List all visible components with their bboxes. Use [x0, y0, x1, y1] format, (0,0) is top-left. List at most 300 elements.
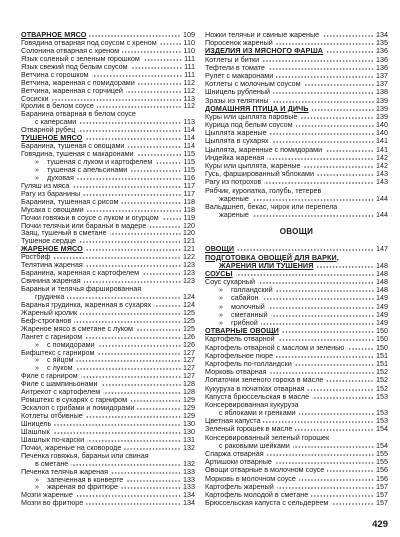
- dot-leader: [307, 389, 374, 391]
- entry-page-number: 147: [376, 244, 388, 254]
- dot-leader: [262, 60, 374, 62]
- entry-page-number: 139: [376, 95, 388, 105]
- dot-leader: [304, 84, 374, 86]
- dot-leader: [79, 241, 181, 243]
- entry-title: с помидорами: [47, 339, 95, 349]
- dot-leader: [85, 337, 181, 339]
- dot-leader: [126, 480, 181, 482]
- entry-title: Брюссельская капуста с сельдереем: [205, 498, 329, 508]
- dot-leader: [272, 101, 374, 103]
- entry-title: Говядина отварная под соусом с хреном: [21, 37, 157, 47]
- entry-page-number: 136: [376, 54, 388, 64]
- entry-title: Мозги во фритюре: [21, 498, 84, 508]
- entry-title: Лопаточки зеленого гороха в масле: [205, 375, 324, 385]
- entry-page-number: 156: [376, 465, 388, 475]
- dot-leader: [271, 315, 374, 317]
- entry-page-number: 110: [183, 37, 195, 47]
- index-entry: [205, 187, 388, 203]
- dot-leader: [137, 154, 182, 156]
- entry-page-number: 134: [183, 498, 195, 508]
- entry-title: грудинка: [35, 291, 65, 301]
- entry-page-number: 140: [376, 120, 388, 130]
- ditto-mark: »: [219, 309, 223, 319]
- index-entry: [21, 285, 195, 301]
- entry-title: Солонина отварная с хреном: [21, 45, 120, 55]
- entry-title: Вальдшнеп, бекас, чирок или перепела: [205, 201, 338, 211]
- dot-leader: [347, 348, 374, 350]
- dot-leader: [77, 178, 182, 180]
- entry-page-number: 109: [183, 30, 195, 39]
- dot-leader: [130, 400, 181, 402]
- dot-leader: [103, 392, 181, 394]
- ditto-mark: »: [219, 285, 223, 295]
- dot-leader: [258, 282, 374, 284]
- entry-page-number: 152: [376, 367, 388, 377]
- section-title: ОВОЩИ: [205, 244, 235, 254]
- entry-title: Печенка телячья жареная: [21, 466, 109, 476]
- entry-page-number: 117: [183, 180, 195, 190]
- entry-page-number: 112: [183, 77, 195, 87]
- entry-page-number: 122: [183, 252, 195, 262]
- dot-leader: [85, 138, 181, 140]
- dot-leader: [312, 397, 374, 399]
- dot-leader: [76, 360, 181, 362]
- entry-page-number: 127: [183, 355, 195, 365]
- entry-title: с яйцом: [47, 355, 74, 365]
- entry-title: Шницель: [21, 418, 52, 428]
- entry-title: Цыплята в сухарях: [205, 136, 269, 146]
- entry-page-number: 135: [376, 38, 388, 48]
- index-entry: [205, 434, 388, 450]
- entry-title: Картофельное пюре: [205, 350, 274, 360]
- entry-page-number: 152: [376, 383, 388, 393]
- entry-page-number: 127: [183, 363, 195, 373]
- entry-page-number: 128: [183, 379, 195, 389]
- dot-leader: [275, 462, 374, 464]
- entry-page-number: 133: [183, 482, 195, 492]
- dot-leader: [278, 339, 374, 341]
- entry-title: тушеная с луком и картофелем: [47, 157, 153, 166]
- entry-page-number: 128: [183, 387, 195, 397]
- ditto-mark: »: [35, 172, 39, 182]
- entry-page-number: 124: [183, 291, 195, 301]
- entry-title: Баранья грудинка, жаренная в сухарях: [21, 299, 152, 309]
- entry-page-number: 137: [376, 70, 388, 80]
- dot-leader: [67, 297, 181, 299]
- dot-leader: [296, 125, 374, 127]
- ditto-mark: »: [35, 363, 39, 373]
- dot-leader: [276, 290, 374, 292]
- index-column-left: [21, 31, 195, 507]
- entry-page-number: 152: [376, 375, 388, 385]
- entry-title: Почки телячьи или бараньи в мадере: [21, 220, 147, 230]
- entry-page-number: 124: [183, 299, 195, 309]
- dot-leader: [142, 273, 181, 275]
- entry-page-number: 115: [183, 157, 195, 166]
- dot-leader: [97, 353, 181, 355]
- ditto-mark: »: [219, 318, 223, 327]
- dot-leader: [264, 182, 374, 184]
- section-title: ТУШЕНОЕ МЯСО: [21, 133, 83, 143]
- entry-title: Артишоки отварные: [205, 457, 272, 467]
- dot-leader: [252, 215, 374, 217]
- entry-page-number: 115: [183, 149, 195, 159]
- ditto-mark: »: [35, 474, 39, 484]
- entry-title: жареные: [219, 193, 249, 203]
- dot-leader: [111, 472, 181, 474]
- section-title: ОТВАРНОЕ МЯСО: [21, 30, 87, 39]
- entry-title: Жареное мясо в сметане с луком: [21, 323, 133, 333]
- entry-line: [205, 499, 388, 507]
- entry-page-number: 144: [376, 193, 388, 203]
- entry-page-number: 155: [376, 449, 388, 458]
- entry-title: с раковыми шейками: [219, 440, 290, 450]
- dot-leader: [276, 356, 374, 358]
- entry-page-number: 148: [376, 277, 388, 287]
- entry-page-number: 143: [376, 177, 388, 187]
- entry-title: Картофель по-голландски: [205, 358, 292, 368]
- entry-page-number: 115: [183, 164, 195, 174]
- entry-title: Эскалоп с грибами и помидорами: [21, 403, 135, 413]
- entry-title: Капуста брюссельская в масле: [205, 391, 310, 401]
- dot-leader: [136, 329, 181, 331]
- entry-page-number: 137: [376, 79, 388, 89]
- dot-leader: [270, 372, 374, 374]
- entry-page-number: 114: [183, 133, 195, 143]
- entry-title: Консервированная кукуруза: [205, 399, 299, 409]
- entry-page-number: 133: [183, 474, 195, 484]
- entry-page-number: 123: [183, 276, 195, 286]
- entry-title: Ромштекс в сухарях с гарниром: [21, 395, 128, 405]
- entry-title: молочный: [231, 301, 265, 311]
- dot-leader: [322, 35, 374, 37]
- ditto-mark: »: [35, 339, 39, 349]
- entry-page-number: 157: [376, 489, 388, 499]
- entry-title: Картофель отварной: [205, 334, 275, 344]
- entry-title: Почки говяжьи в соусе с луком и огурцом: [21, 212, 159, 222]
- entry-page-number: 120: [183, 228, 195, 238]
- entry-title: Соус сухарный: [205, 277, 256, 287]
- dot-leader: [326, 380, 374, 382]
- entry-title: Цыплята, жаренные с помидорами: [205, 144, 323, 154]
- dot-leader: [86, 416, 181, 418]
- entry-title: Заяц, тушеный в сметане: [21, 228, 107, 238]
- entry-page-number: 110: [183, 45, 195, 55]
- entry-page-number: 153: [376, 391, 388, 401]
- entry-page-number: 141: [376, 144, 388, 154]
- dot-leader: [312, 109, 374, 111]
- dot-leader: [327, 470, 374, 472]
- entry-page-number: 125: [183, 323, 195, 333]
- entry-page-number: 119: [183, 212, 195, 222]
- dot-leader: [276, 76, 374, 78]
- dot-leader: [303, 166, 374, 168]
- entry-page-number: 120: [183, 220, 195, 230]
- dot-leader: [326, 51, 374, 53]
- entry-title: Бараньи и телячья фаршированная: [21, 284, 142, 293]
- dot-leader: [80, 313, 181, 315]
- entry-title: Куры или цыплята паровые: [205, 111, 298, 121]
- dot-leader: [89, 35, 181, 37]
- entry-page-number: 134: [183, 490, 195, 500]
- entry-page-number: 111: [184, 53, 195, 63]
- entry-title: Тушеное сердце: [21, 236, 76, 246]
- entry-page-number: 153: [376, 408, 388, 418]
- entry-page-number: 130: [183, 426, 195, 436]
- entry-title: жареные: [219, 210, 249, 220]
- entry-title: духовая: [47, 172, 74, 182]
- dot-leader: [252, 199, 374, 201]
- ditto-mark: »: [35, 355, 39, 365]
- dot-leader: [124, 448, 181, 450]
- page-number: 429: [372, 519, 388, 530]
- entry-title: Филе с шампиньонами: [21, 379, 98, 389]
- entry-title: Котлеты отбивные: [21, 411, 83, 420]
- dot-leader: [71, 464, 181, 466]
- dot-leader: [81, 376, 181, 378]
- entry-title: Гуляш из мяса: [21, 180, 70, 190]
- dot-leader: [78, 130, 181, 132]
- dot-leader: [53, 257, 181, 259]
- entry-title: в сметане: [35, 458, 69, 468]
- entry-title: Картофель молодой в сметане: [205, 489, 309, 499]
- entry-title: Беф-строганов: [21, 315, 72, 325]
- dot-leader: [72, 186, 181, 188]
- entry-title: Бифштекс с гарниром: [21, 347, 95, 357]
- entry-title: Куры или цыплята, жареные: [205, 161, 301, 170]
- entry-title: Тефтели в томате: [205, 62, 265, 72]
- entry-page-number: 121: [183, 244, 195, 254]
- entry-page-number: 129: [183, 411, 195, 420]
- entry-page-number: 118: [183, 204, 195, 214]
- entry-title: Язык свежий под белым соусом: [21, 61, 128, 71]
- entry-title: Ветчина, жаренная с помидорами: [21, 77, 135, 87]
- entry-page-number: 125: [183, 315, 195, 325]
- entry-page-number: 136: [376, 62, 388, 72]
- dot-leader: [143, 59, 182, 61]
- entry-page-number: 116: [183, 172, 195, 182]
- dot-leader: [276, 43, 374, 45]
- entry-page-number: 127: [183, 371, 195, 381]
- entry-page-number: 148: [376, 260, 388, 270]
- entry-title: Зразы из телятины: [205, 95, 269, 105]
- index-column-right: [205, 31, 388, 507]
- entry-title: Картофель отварной с маслом и зеленью: [205, 342, 345, 352]
- entry-title: Отварной рубец: [21, 125, 76, 135]
- entry-page-number: 113: [183, 93, 195, 103]
- entry-title: Баранина отварная в белом соусе: [21, 109, 136, 119]
- entry-title: Спаржа отварная: [205, 449, 264, 458]
- entry-page-number: 113: [183, 117, 195, 127]
- entry-title: Лангет с гарниром: [21, 331, 83, 341]
- dot-leader: [316, 266, 374, 268]
- entry-page-number: 148: [376, 268, 388, 278]
- ditto-mark: »: [219, 301, 223, 311]
- entry-page-number: 149: [376, 318, 388, 327]
- entry-title: Овощи отварные в молочном соусе: [205, 465, 325, 475]
- dot-leader: [54, 424, 181, 426]
- dot-leader: [121, 202, 181, 204]
- entry-line: [205, 211, 388, 219]
- entry-page-number: 126: [183, 331, 195, 341]
- entry-title: Шашлык: [21, 426, 50, 436]
- dot-leader: [154, 305, 181, 307]
- dot-leader: [155, 162, 181, 164]
- entry-title: Ветчина, жаренная с горчицей: [21, 85, 123, 95]
- dot-leader: [131, 67, 182, 69]
- section-header: [205, 254, 388, 270]
- entry-title: Говядина, тушеная с макаронами: [21, 149, 134, 159]
- index-entry: [21, 499, 195, 507]
- entry-title: Мусака с овощами: [21, 204, 84, 214]
- dot-leader: [267, 454, 374, 456]
- dot-leader: [74, 321, 181, 323]
- entry-page-number: 111: [184, 69, 195, 79]
- entry-page-number: 129: [183, 403, 195, 413]
- entry-page-number: 143: [376, 169, 388, 179]
- entry-page-number: 149: [376, 301, 388, 311]
- dot-leader: [137, 408, 181, 410]
- entry-title: Ростбиф: [21, 252, 51, 262]
- entry-title: тушеная с апельсинами: [47, 164, 128, 174]
- entry-title: грибной: [231, 318, 258, 327]
- entry-title: Кукуруза в початках отварная: [205, 383, 305, 393]
- entry-page-number: 136: [376, 46, 388, 56]
- entry-title: Баранина, жаренная с картофелем: [21, 268, 140, 278]
- section-title: ДОМАШНЯЯ ПТИЦА И ДИЧЬ: [205, 103, 309, 113]
- entry-title: жареная во фритюре: [47, 482, 118, 492]
- dot-leader: [293, 446, 374, 448]
- dot-leader: [237, 249, 374, 251]
- entry-title: с каперсами: [35, 117, 77, 127]
- dot-leader: [138, 83, 182, 85]
- section-title: ЖАРЕНОЕ МЯСО: [21, 244, 83, 254]
- entry-title: Свинина жареная: [21, 276, 81, 286]
- dot-leader: [272, 141, 374, 143]
- dot-leader: [273, 92, 374, 94]
- dot-leader: [86, 265, 181, 267]
- entry-title: Ветчина с горошком: [21, 69, 89, 79]
- entry-page-number: 150: [376, 342, 388, 352]
- entry-title: Котлеты и битки: [205, 54, 260, 64]
- dot-leader: [127, 146, 181, 148]
- dot-leader: [282, 331, 374, 333]
- dot-leader: [261, 323, 374, 325]
- entry-title: Жареный кролик: [21, 307, 78, 317]
- index-entry: [21, 110, 195, 126]
- dot-leader: [86, 503, 181, 505]
- dot-leader: [325, 150, 374, 152]
- dot-leader: [295, 364, 374, 366]
- entry-page-number: 151: [376, 350, 388, 360]
- entry-page-number: 156: [376, 473, 388, 483]
- dot-leader: [121, 487, 181, 489]
- entry-page-number: 123: [183, 260, 195, 270]
- dot-leader: [311, 495, 374, 497]
- entry-title: сметанный: [231, 309, 268, 319]
- ditto-mark: »: [35, 157, 39, 166]
- section-title: ОТВАРНЫЕ ОВОЩИ: [205, 326, 279, 336]
- dot-leader: [87, 210, 182, 212]
- entry-title: Консервированный зеленый горошек: [205, 432, 330, 442]
- entry-title: Почки, жареные на сковороде: [21, 442, 122, 452]
- entry-title: Филе с гарниром: [21, 371, 78, 381]
- entry-page-number: 154: [376, 440, 388, 450]
- dot-leader: [87, 440, 181, 442]
- dot-leader: [110, 233, 181, 235]
- entry-title: Картофель жареный: [205, 481, 274, 491]
- dot-leader: [76, 368, 181, 370]
- dot-leader: [262, 298, 374, 300]
- entry-page-number: 118: [183, 196, 195, 206]
- ditto-mark: »: [35, 164, 39, 174]
- entry-page-number: 150: [376, 326, 388, 336]
- entry-title: Котлеты с молочным соусом: [205, 79, 301, 89]
- entry-title: Рулет с макаронами: [205, 70, 274, 80]
- dot-leader: [268, 307, 374, 309]
- entry-page-number: 139: [376, 111, 388, 121]
- ditto-mark: »: [219, 293, 223, 303]
- entry-page-number: 153: [376, 416, 388, 426]
- entry-page-number: 157: [376, 498, 388, 508]
- entry-page-number: 111: [184, 61, 195, 71]
- entry-page-number: 154: [376, 424, 388, 434]
- dot-leader: [126, 91, 182, 93]
- entry-title: Баранина, тушенная с рисом: [21, 196, 119, 206]
- entry-page-number: 129: [183, 395, 195, 405]
- entry-page-number: 151: [376, 358, 388, 368]
- dot-leader: [295, 429, 374, 431]
- entry-title: Морковь в молочном соусе: [205, 473, 296, 483]
- section-title: ИЗДЕЛИЯ ИЗ МЯСНОГО ФАРША: [205, 46, 324, 56]
- entry-page-number: 132: [183, 442, 195, 452]
- entry-title: Баранина, тушеная с овощами: [21, 141, 125, 151]
- dot-leader: [277, 487, 374, 489]
- entry-title: Рябчик, куропатка, голубь, тетерев: [205, 185, 322, 195]
- entry-page-number: 139: [376, 103, 388, 113]
- dot-leader: [76, 495, 181, 497]
- chapter-heading: ОВОЩИ: [279, 227, 314, 237]
- entry-page-number: 138: [376, 87, 388, 97]
- dot-leader: [98, 345, 181, 347]
- entry-title: Антрекот с картофелем: [21, 387, 101, 397]
- entry-page-number: 131: [183, 434, 195, 444]
- entry-page-number: 112: [183, 101, 195, 111]
- entry-page-number: 142: [376, 152, 388, 162]
- entry-title: Морковь отварная: [205, 367, 267, 377]
- dot-leader: [83, 194, 181, 196]
- entry-page-number: 157: [376, 481, 388, 491]
- entry-page-number: 150: [376, 334, 388, 344]
- entry-title: сабайон: [231, 293, 259, 303]
- entry-title: Телятина жареная: [21, 260, 83, 270]
- entry-title: Сосиски: [21, 93, 49, 103]
- dot-leader: [86, 249, 181, 251]
- entry-page-number: 144: [376, 210, 388, 220]
- section-title: СОУСЫ: [205, 268, 233, 278]
- dot-leader: [300, 117, 374, 119]
- entry-page-number: 117: [183, 188, 195, 198]
- entry-page-number: 134: [376, 30, 388, 39]
- index-entry: [205, 203, 388, 219]
- dot-leader: [162, 218, 182, 220]
- entry-page-number: 140: [376, 128, 388, 138]
- entry-page-number: 148: [376, 285, 388, 295]
- dot-leader: [236, 274, 374, 276]
- dot-leader: [267, 158, 374, 160]
- entry-page-number: 112: [183, 85, 195, 95]
- entry-title: Шницель рубленый: [205, 87, 271, 97]
